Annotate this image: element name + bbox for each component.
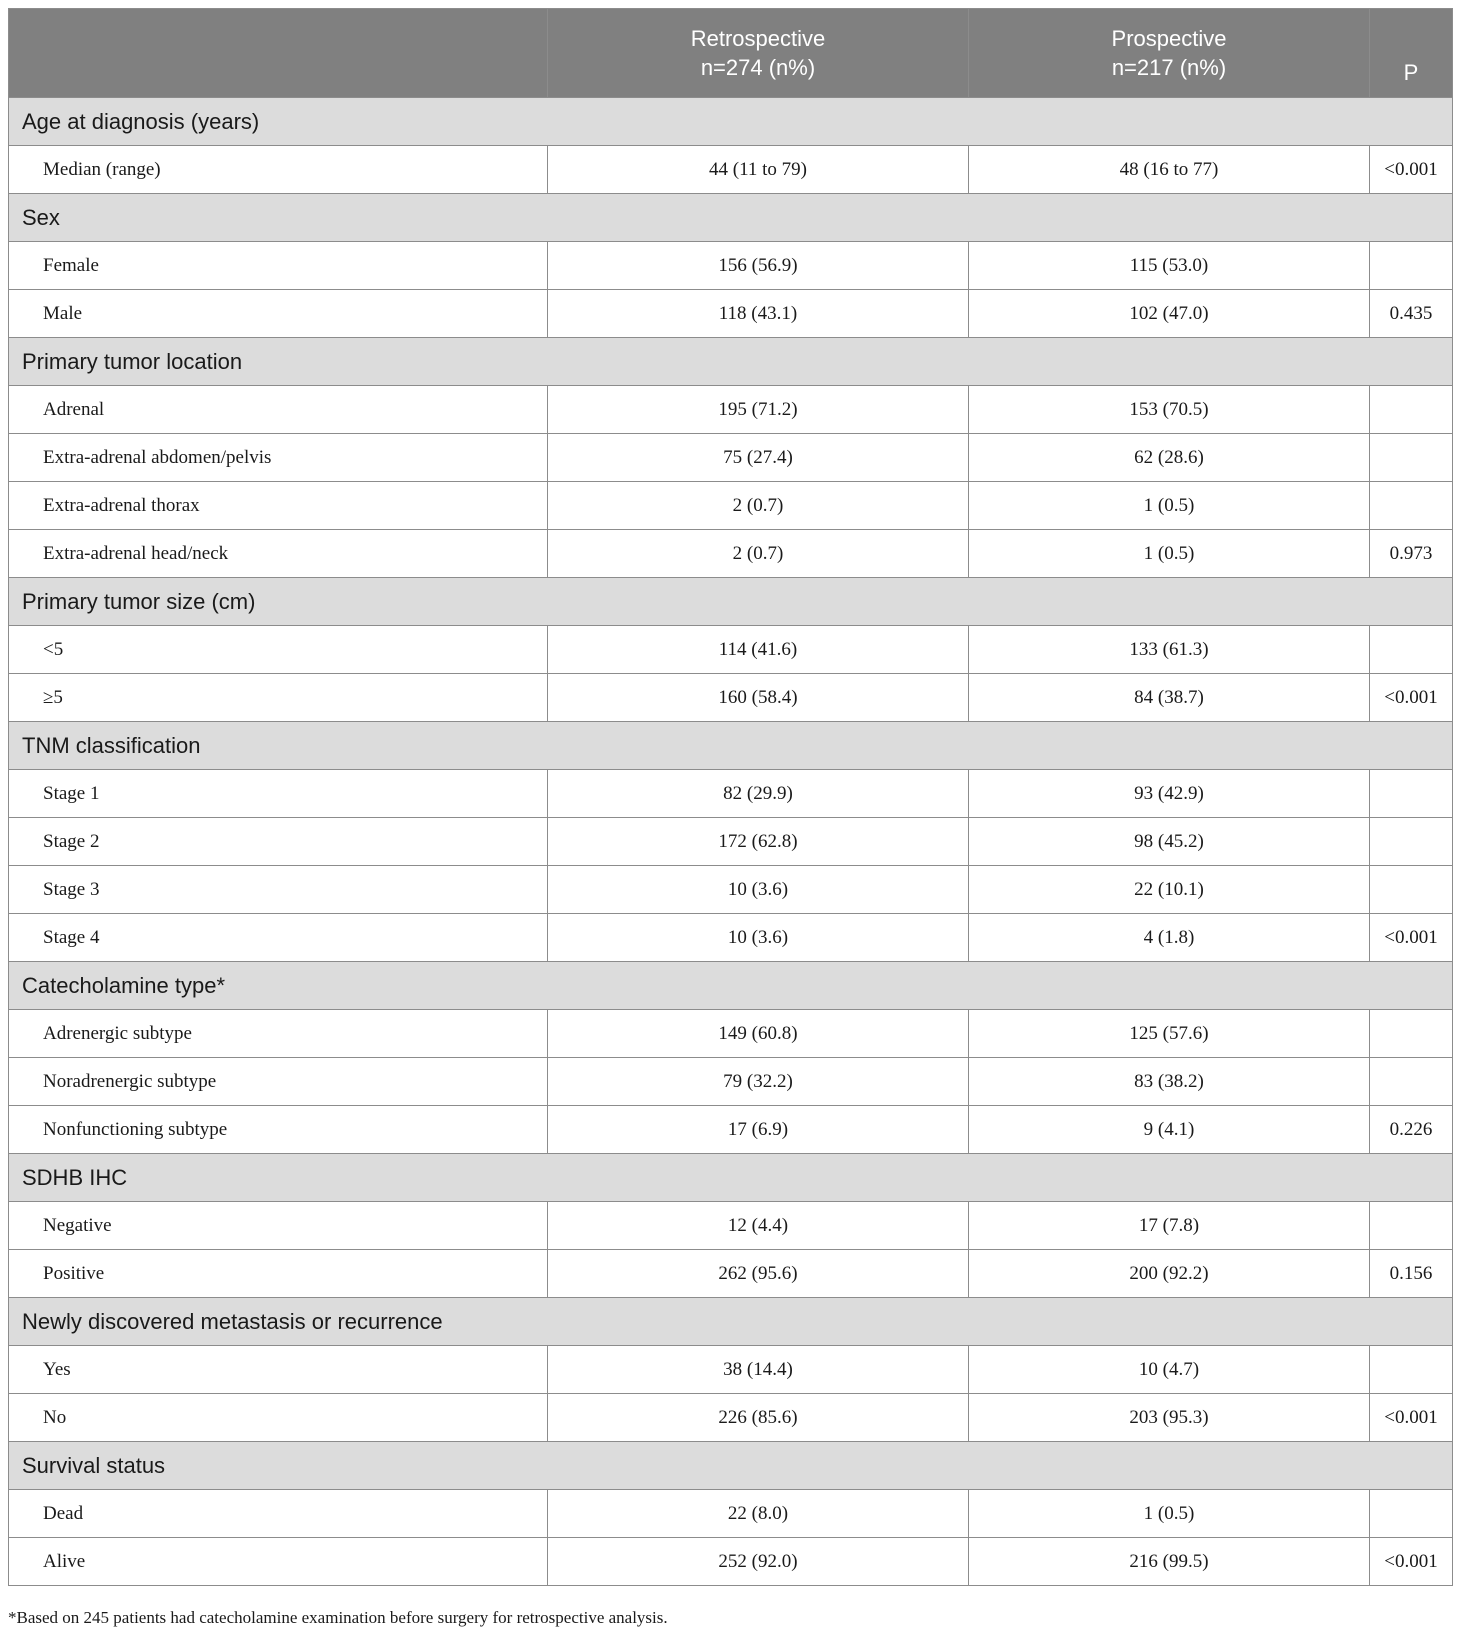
header-p-value: P [1370,9,1453,98]
header-prospective [969,9,1370,98]
row-label: No [9,1394,548,1442]
prospective-value: 10 (4.7) [969,1346,1370,1394]
p-value [1370,1202,1453,1250]
retrospective-value: 22 (8.0) [548,1490,969,1538]
row-label: Yes [9,1346,548,1394]
header-retrospective-n: n=274 (n%) [700,55,816,80]
section-row [9,578,1453,626]
retrospective-value: 195 (71.2) [548,386,969,434]
p-value: 0.226 [1370,1106,1453,1154]
prospective-value: 62 (28.6) [969,434,1370,482]
table-row [9,1010,1453,1058]
prospective-value: 98 (45.2) [969,818,1370,866]
table-row [9,1106,1453,1154]
section-title: Survival status [9,1442,1453,1490]
section-title: Newly discovered metastasis or recurrence [9,1298,1453,1346]
prospective-value: 4 (1.8) [969,914,1370,962]
p-value [1370,434,1453,482]
section-row [9,1298,1453,1346]
prospective-value: 203 (95.3) [969,1394,1370,1442]
table-row [9,1538,1453,1586]
table-row [9,1058,1453,1106]
prospective-value: 1 (0.5) [969,1490,1370,1538]
prospective-value: 153 (70.5) [969,386,1370,434]
p-value [1370,770,1453,818]
p-value [1370,242,1453,290]
retrospective-value: 79 (32.2) [548,1058,969,1106]
p-value: 0.156 [1370,1250,1453,1298]
prospective-value: 9 (4.1) [969,1106,1370,1154]
row-label: Negative [9,1202,548,1250]
section-title: TNM classification [9,722,1453,770]
table-row [9,866,1453,914]
header-retrospective-title: Retrospective [690,26,826,51]
p-value: <0.001 [1370,146,1453,194]
row-label: Stage 2 [9,818,548,866]
row-label: Alive [9,1538,548,1586]
prospective-value: 200 (92.2) [969,1250,1370,1298]
table-row [9,1250,1453,1298]
prospective-value: 133 (61.3) [969,626,1370,674]
row-label: Stage 1 [9,770,548,818]
p-value: 0.973 [1370,530,1453,578]
retrospective-value: 252 (92.0) [548,1538,969,1586]
prospective-value: 83 (38.2) [969,1058,1370,1106]
table-row [9,242,1453,290]
prospective-value: 1 (0.5) [969,482,1370,530]
retrospective-value: 17 (6.9) [548,1106,969,1154]
table-row [9,434,1453,482]
p-value: <0.001 [1370,914,1453,962]
patient-characteristics-table [8,8,1453,1586]
retrospective-value: 149 (60.8) [548,1010,969,1058]
p-value [1370,386,1453,434]
table-row [9,626,1453,674]
row-label: Adrenergic subtype [9,1010,548,1058]
table-row [9,770,1453,818]
retrospective-value: 82 (29.9) [548,770,969,818]
prospective-value: 93 (42.9) [969,770,1370,818]
table-row [9,1202,1453,1250]
retrospective-value: 262 (95.6) [548,1250,969,1298]
row-label: Stage 4 [9,914,548,962]
table-row [9,482,1453,530]
table-row [9,146,1453,194]
section-row [9,962,1453,1010]
header-retrospective [548,9,969,98]
retrospective-value: 12 (4.4) [548,1202,969,1250]
table-header-row [9,9,1453,98]
section-title: Catecholamine type* [9,962,1453,1010]
prospective-value: 216 (99.5) [969,1538,1370,1586]
row-label: Nonfunctioning subtype [9,1106,548,1154]
row-label: Extra-adrenal thorax [9,482,548,530]
prospective-value: 1 (0.5) [969,530,1370,578]
section-title: Age at diagnosis (years) [9,98,1453,146]
retrospective-value: 160 (58.4) [548,674,969,722]
table-row [9,674,1453,722]
header-prospective-title: Prospective [1111,26,1227,51]
section-row [9,98,1453,146]
row-label: Stage 3 [9,866,548,914]
section-title: Sex [9,194,1453,242]
prospective-value: 84 (38.7) [969,674,1370,722]
prospective-value: 22 (10.1) [969,866,1370,914]
retrospective-value: 156 (56.9) [548,242,969,290]
section-row [9,194,1453,242]
section-row [9,338,1453,386]
header-prospective-n: n=217 (n%) [1111,55,1227,80]
prospective-value: 102 (47.0) [969,290,1370,338]
table-row [9,530,1453,578]
retrospective-value: 44 (11 to 79) [548,146,969,194]
row-label: Dead [9,1490,548,1538]
table-row [9,818,1453,866]
table-row [9,1346,1453,1394]
retrospective-value: 114 (41.6) [548,626,969,674]
retrospective-value: 75 (27.4) [548,434,969,482]
table-row [9,1394,1453,1442]
p-value [1370,1346,1453,1394]
row-label: ≥5 [9,674,548,722]
p-value: 0.435 [1370,290,1453,338]
prospective-value: 115 (53.0) [969,242,1370,290]
row-label: Positive [9,1250,548,1298]
p-value: <0.001 [1370,674,1453,722]
section-row [9,1442,1453,1490]
row-label: Adrenal [9,386,548,434]
retrospective-value: 118 (43.1) [548,290,969,338]
retrospective-value: 10 (3.6) [548,914,969,962]
p-value [1370,818,1453,866]
row-label: Extra-adrenal abdomen/pelvis [9,434,548,482]
table-row [9,914,1453,962]
row-label: Male [9,290,548,338]
section-title: Primary tumor size (cm) [9,578,1453,626]
header-variable [9,9,548,98]
p-value [1370,1058,1453,1106]
retrospective-value: 2 (0.7) [548,482,969,530]
retrospective-value: 226 (85.6) [548,1394,969,1442]
p-value [1370,1490,1453,1538]
p-value: <0.001 [1370,1394,1453,1442]
p-value: <0.001 [1370,1538,1453,1586]
retrospective-value: 10 (3.6) [548,866,969,914]
p-value [1370,626,1453,674]
table-row [9,290,1453,338]
section-title: Primary tumor location [9,338,1453,386]
row-label: Median (range) [9,146,548,194]
row-label: <5 [9,626,548,674]
section-row [9,1154,1453,1202]
table-body [9,98,1453,1586]
retrospective-value: 172 (62.8) [548,818,969,866]
prospective-value: 17 (7.8) [969,1202,1370,1250]
section-row [9,722,1453,770]
table-row [9,386,1453,434]
row-label: Noradrenergic subtype [9,1058,548,1106]
p-value [1370,482,1453,530]
retrospective-value: 2 (0.7) [548,530,969,578]
retrospective-value: 38 (14.4) [548,1346,969,1394]
section-title: SDHB IHC [9,1154,1453,1202]
table-footnote: *Based on 245 patients had catecholamine examination before surgery for retrospective analysis. [8,1608,668,1627]
table-row [9,1490,1453,1538]
table-container [8,8,1452,1586]
p-value [1370,866,1453,914]
prospective-value: 48 (16 to 77) [969,146,1370,194]
row-label: Extra-adrenal head/neck [9,530,548,578]
row-label: Female [9,242,548,290]
prospective-value: 125 (57.6) [969,1010,1370,1058]
p-value [1370,1010,1453,1058]
